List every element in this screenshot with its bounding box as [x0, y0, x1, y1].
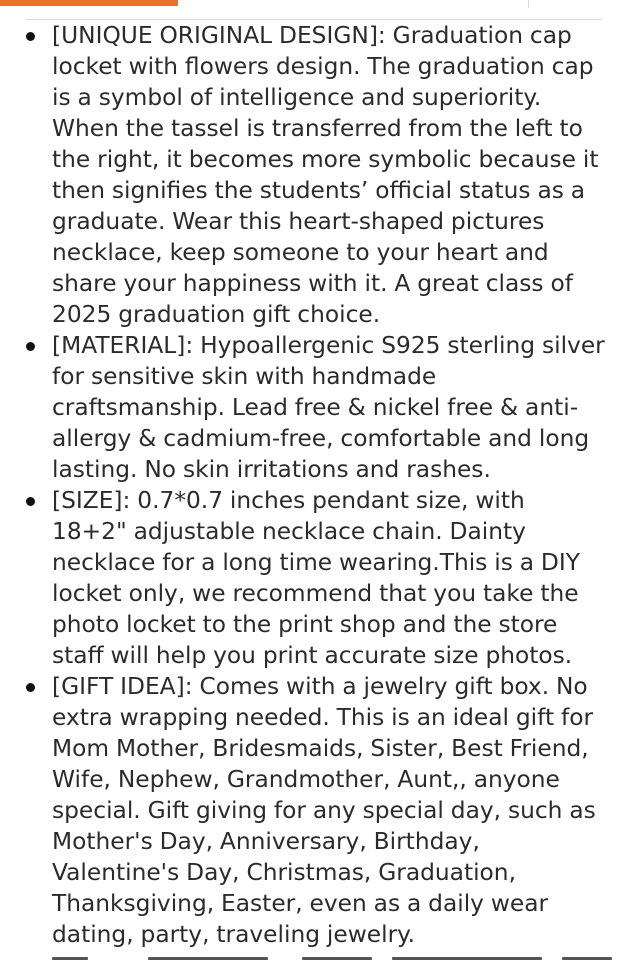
feature-bullet-text: [GIFT IDEA]: Comes with a jewelry gift box. No extra wrapping needed. This is an ideal gift for Mom Mother, Bridesmaids, Sister, Best Friend, Wife, Nephew, Grandmother, Aunt,, anyone special. Gift giving for any special day, such as Mother's Day, Anniversary, Birthday, Valentine's Day, Christmas, Graduation, Thanksgiving, Easter, even as a daily wear dating, party, traveling jewelry.	[52, 673, 596, 948]
bullet-dot-icon	[26, 342, 35, 351]
feature-bullet-gift-idea	[0, 671, 625, 950]
active-tab-indicator	[0, 0, 178, 6]
bullet-dot-icon	[26, 683, 35, 692]
feature-bullet-text: [MATERIAL]: Hypoallergenic S925 sterling silver for sensitive skin with handmade craftsmanship. Lead free & nickel free & anti-allergy & cadmium-free, comfortable and long lasting. No skin irritations and rashes.	[52, 332, 605, 483]
feature-bullet-text: [SIZE]: 0.7*0.7 inches pendant size, with 18+2" adjustable necklace chain. Dainty necklace for a long time wearing.This is a DIY locket only, we recommend that you take the photo locket to the print shop and the store staff will help you print accurate size photos.	[52, 487, 580, 669]
bullet-dot-icon	[26, 32, 35, 41]
next-bullet-cutoff	[52, 953, 612, 960]
product-feature-bullets	[0, 20, 625, 950]
feature-bullet-material	[0, 330, 625, 485]
top-tab-bar	[0, 0, 625, 8]
feature-bullet-design	[0, 20, 625, 330]
tab-divider	[528, 0, 529, 8]
feature-bullet-text: [UNIQUE ORIGINAL DESIGN]: Graduation cap locket with flowers design. The graduation cap is a symbol of intelligence and superiority. When the tassel is transferred from the left to the right, it becomes more symbolic because it then signifies the students’ official status as a graduate. Wear this heart-shaped pictures necklace, keep someone to your heart and share your happiness with it. A great class of 2025 graduation gift choice.	[52, 22, 599, 328]
feature-bullet-size	[0, 485, 625, 671]
bullet-dot-icon	[26, 497, 35, 506]
